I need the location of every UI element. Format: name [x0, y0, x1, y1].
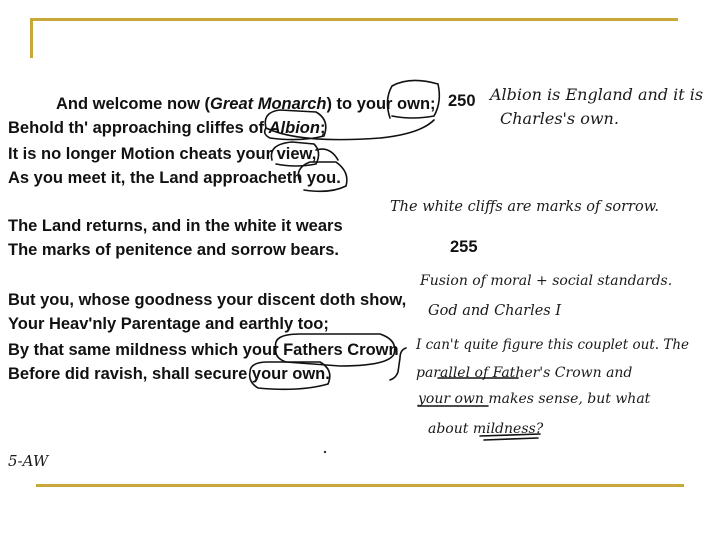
poem-line-10: Before did ravish, shall secure your own. — [8, 365, 330, 383]
albion-note-line-2: Charles's own. — [500, 109, 619, 128]
albion-note-line-1: Albion is England and it is — [490, 85, 704, 104]
poem-line-1: And welcome now (Great Monarch) to your own; — [56, 95, 436, 113]
left-rule — [30, 18, 33, 58]
couplet-note-line-4: about mildness? — [428, 421, 544, 437]
fusion-note-line-1: Fusion of moral + social standards. — [420, 273, 673, 289]
cliffs-note: The white cliffs are marks of sorrow. — [390, 199, 660, 215]
couplet-note-line-1: I can't quite figure this couplet out. The — [416, 337, 690, 353]
poem-line-9: By that same mildness which your Fathers Crown — [8, 341, 399, 359]
couplet-note-line-2: parallel of Father's Crown and — [416, 365, 633, 381]
top-rule — [30, 18, 678, 21]
bottom-rule — [36, 484, 684, 487]
line-number-250: 250 — [448, 92, 476, 110]
line-number-255: 255 — [450, 238, 478, 256]
ink-dot — [324, 451, 326, 453]
poem-line-7: But you, whose goodness your discent doth show, — [8, 291, 407, 309]
poem-line-5: The Land returns, and in the white it wears — [8, 217, 343, 235]
signature: 5-AW — [8, 452, 49, 470]
poem-line-6: The marks of penitence and sorrow bears. — [8, 241, 340, 259]
connector-line — [316, 149, 338, 160]
poem-line-2: Behold th' approaching cliffes of Albion; — [8, 119, 326, 137]
couplet-note-line-3: your own makes sense, but what — [418, 391, 651, 407]
poem-line-4: As you meet it, the Land approacheth you. — [8, 169, 341, 187]
poem-line-8: Your Heav'nly Parentage and earthly too; — [8, 315, 329, 333]
poem-line-3: It is no longer Motion cheats your view, — [8, 145, 317, 163]
fusion-note-line-2: God and Charles I — [428, 303, 562, 319]
